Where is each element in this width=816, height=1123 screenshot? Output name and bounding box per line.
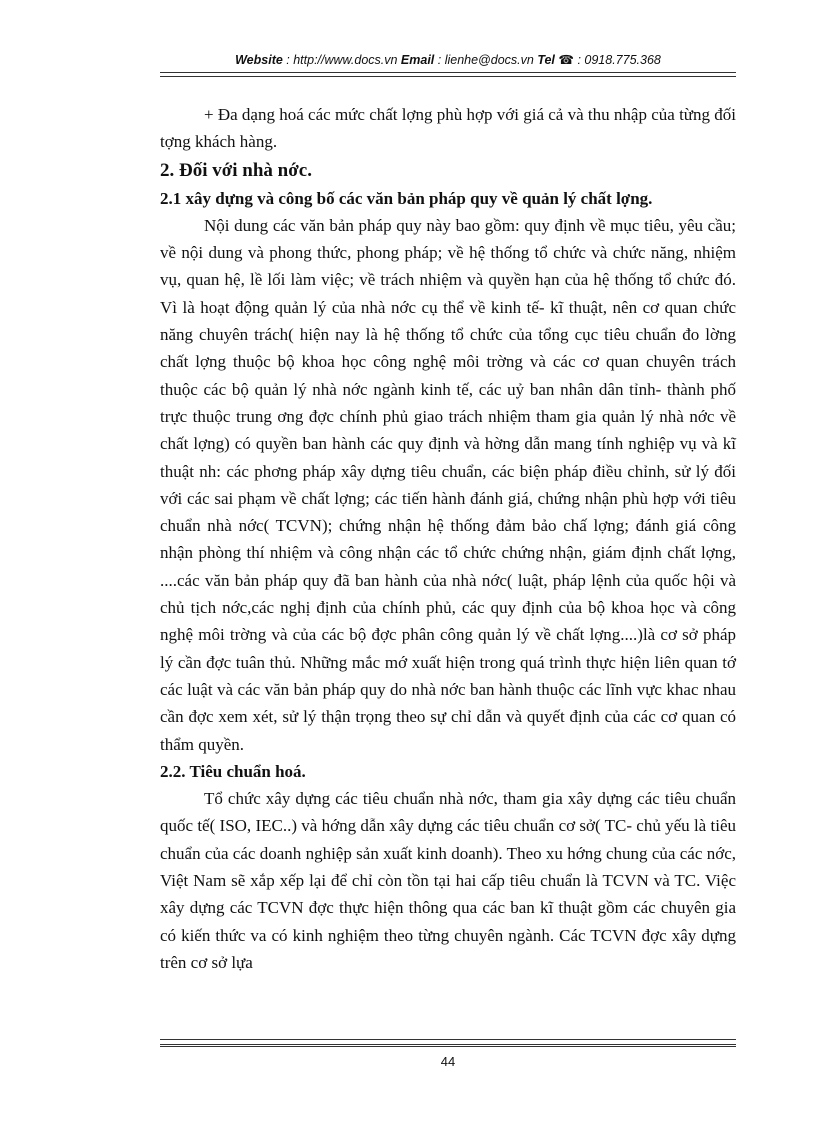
tel-label: Tel: [537, 53, 555, 67]
heading-2: 2. Đối với nhà nớc.: [160, 159, 312, 181]
heading-2-1: 2.1 xây dựng và công bố các văn bản pháp quy về quản lý chất lợng.: [160, 188, 653, 208]
website-label: Website: [235, 53, 283, 67]
email-value: : lienhe@docs.vn: [434, 53, 538, 67]
tel-value: : 0918.775.368: [573, 53, 661, 67]
page-header: [160, 52, 736, 74]
document-body: [160, 101, 736, 976]
email-label: Email: [400, 53, 435, 67]
header-rule: [160, 72, 736, 77]
heading-2-2: 2.2. Tiêu chuẩn hoá.: [160, 761, 306, 781]
page-number: 44: [440, 1054, 456, 1069]
paragraph-2-1: Nội dung các văn bản pháp quy này bao gồm: quy định về mục tiêu, yêu cầu; về nội dung và phong thức, phong pháp; về hệ thống tổ chức và chức năng, nhiệm vụ, quan hệ, lề lối làm việc; về trách nhiệm và quyền hạn của hệ thống tổ chức đó. Vì là hoạt động quản lý của nhà nớc cụ thể về kinh tế- kĩ thuật, nên cơ quan chức năng chuyên trách( hiện nay là hệ thống tổ chức của tổng cục tiêu chuẩn đo lờng chất lợng thuộc bộ khoa học công nghệ môi trờng và các cơ quan chuyên trách thuộc các bộ quản lý nhà nớc ngành kinh tế, các uỷ ban nhân dân tỉnh- thành phố trực thuộc trung ơng đợc chính phủ giao trách nhiệm tham gia quản lý nhà nớc về chất lợng) có quyền ban hành các quy định và hờng dẫn mang tính nghiệp vụ và kĩ thuật nh: các phơng pháp xây dựng tiêu chuẩn, các biện pháp điều chỉnh, sử lý đối với các sai phạm về chất lợng; các tiến hành đánh giá, chứng nhận phù hợp với tiêu chuẩn nhà nớc( TCVN); chứng nhận hệ thống đảm bảo chấ lợng; đánh giá công nhận phòng thí nhiệm và công nhận các tổ chức chứng nhận, giám định chất lợng, ....các văn bản pháp quy đã ban hành của nhà nớc( luật, pháp lệnh của quốc hội và chủ tịch nớc,các nghị định của chính phủ, các quy định của bộ khoa học và công nghệ môi trờng và của các bộ đợc phân công quản lý về chất lợng....)là cơ sở pháp lý cần đợc tuân thủ. Những mắc mớ xuất hiện trong quá trình thực hiện liên quan tớ các luật và các văn bản pháp quy do nhà nớc ban hành thuộc các lĩnh vực khac nhau cần đợc xem xét, sử lý thận trọng theo sự chỉ dẫn và quyết định của các cơ quan có thẩm quyền.: [160, 215, 736, 754]
footer-rule-bottom: [160, 1046, 736, 1047]
footer-rule: [160, 1039, 736, 1045]
website-value: : http://www.docs.vn: [282, 53, 401, 67]
paragraph-2-2: Tổ chức xây dựng các tiêu chuẩn nhà nớc, tham gia xây dựng các tiêu chuẩn quốc tế( ISO, IEC..) và hớng dẫn xây dựng các tiêu chuẩn cơ sở( TC- chủ yếu là tiêu chuẩn của các doanh nghiệp sản xuất kinh doanh). Theo xu hớng chung của các nớc, Việt Nam sẽ xắp xếp lại để chỉ còn tồn tại hai cấp tiêu chuẩn là TCVN và TC. Việc xây dựng các TCVN đợc thực hiện thông qua các ban kĩ thuật gồm các chuyên gia có kiến thức va có kinh nghiệm theo từng chuyên ngành. Các TCVN đợc xây dựng trên cơ sở lựa: [160, 789, 736, 972]
paragraph-intro: + Đa dạng hoá các mức chất lợng phù hợp với giá cả và thu nhập của từng đối tợng khách hàng.: [160, 105, 736, 152]
phone-icon: ☎: [558, 53, 574, 67]
